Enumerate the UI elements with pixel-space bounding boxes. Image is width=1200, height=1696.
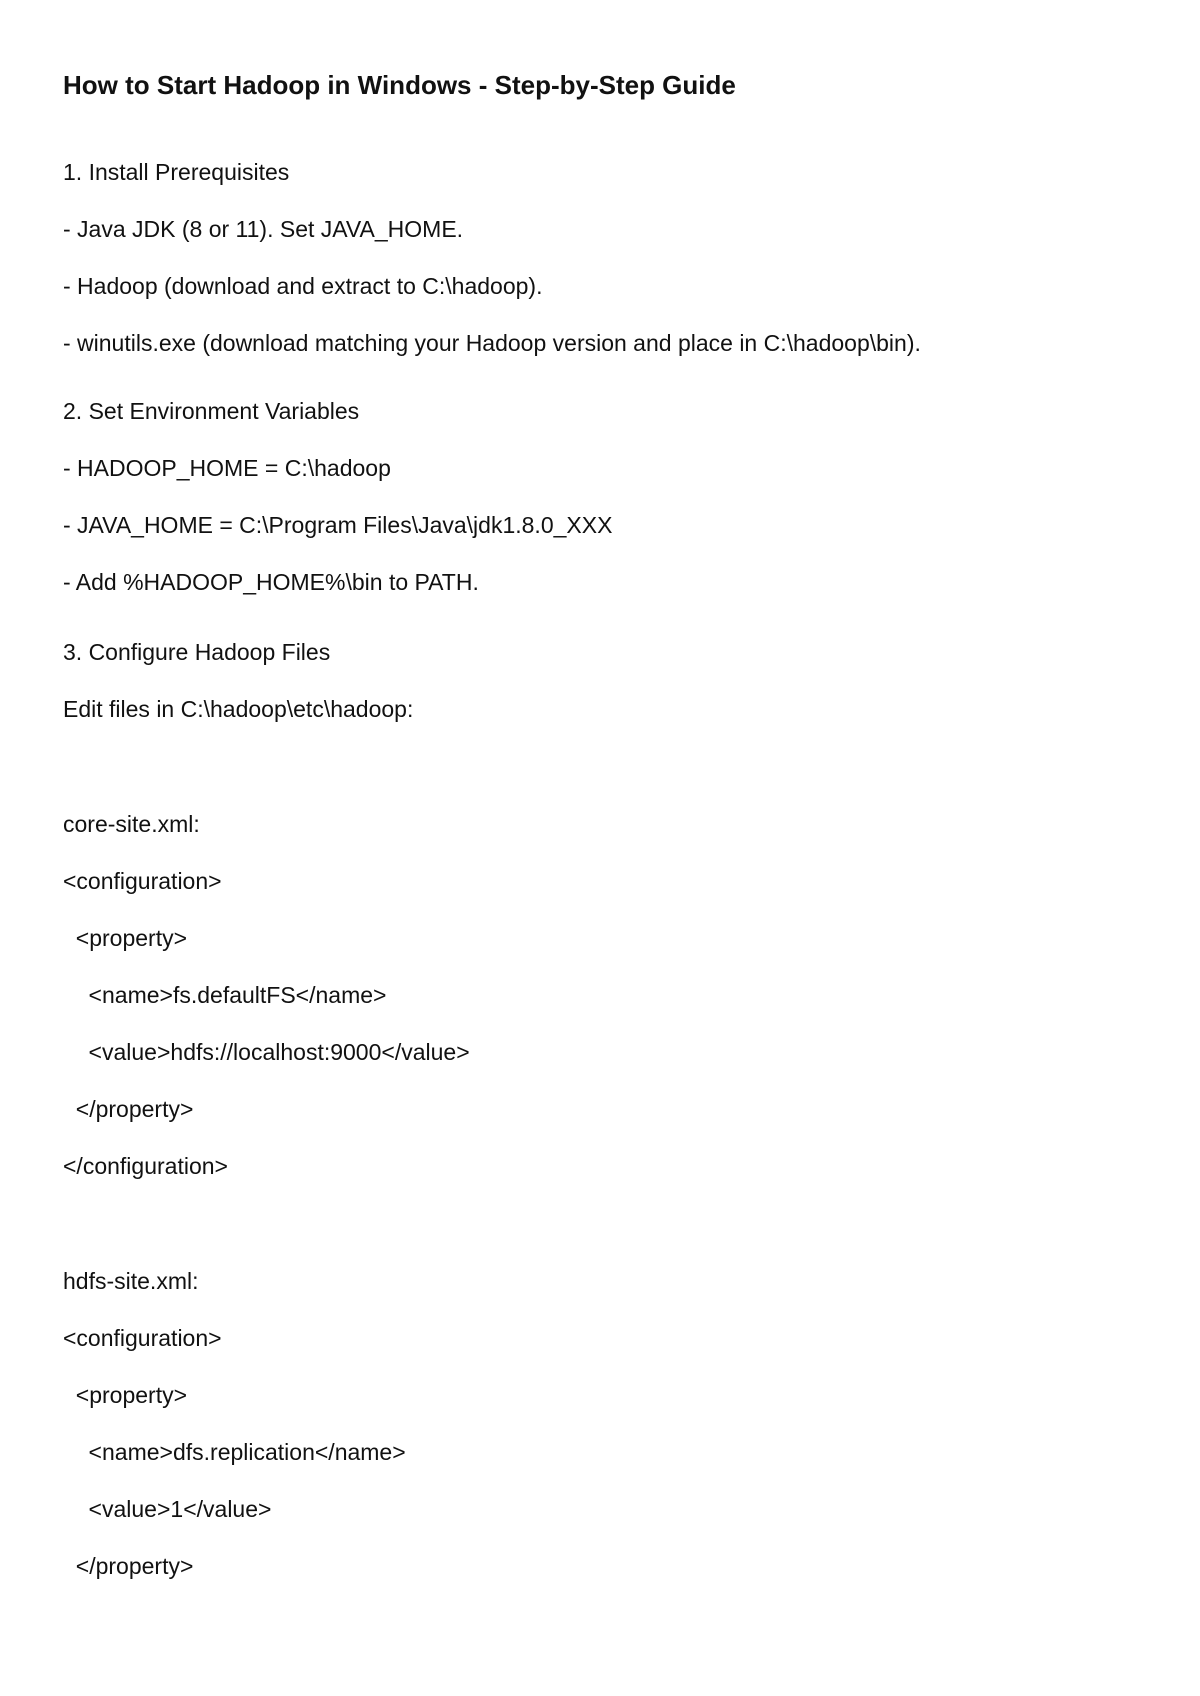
code-line: <property> bbox=[63, 1382, 188, 1408]
text-line: - Hadoop (download and extract to C:\hadoop). bbox=[63, 273, 543, 299]
code-line: </property> bbox=[63, 1553, 194, 1579]
code-line: <name>dfs.replication</name> bbox=[63, 1439, 406, 1465]
code-line: <value>hdfs://localhost:9000</value> bbox=[63, 1039, 470, 1065]
page-title: How to Start Hadoop in Windows - Step-by-Step Guide bbox=[63, 70, 736, 100]
code-line: <configuration> bbox=[63, 1325, 222, 1351]
text-line: - Add %HADOOP_HOME%\bin to PATH. bbox=[63, 569, 479, 595]
section-heading-configure: 3. Configure Hadoop Files bbox=[63, 639, 331, 665]
code-line: <property> bbox=[63, 925, 188, 951]
code-line: <configuration> bbox=[63, 868, 222, 894]
text-line: - Java JDK (8 or 11). Set JAVA_HOME. bbox=[63, 216, 464, 242]
code-line: </property> bbox=[63, 1096, 194, 1122]
text-line: - HADOOP_HOME = C:\hadoop bbox=[63, 455, 391, 481]
section-heading-install: 1. Install Prerequisites bbox=[63, 159, 290, 185]
text-line: Edit files in C:\hadoop\etc\hadoop: bbox=[63, 696, 414, 722]
file-label-hdfs-site: hdfs-site.xml: bbox=[63, 1268, 199, 1294]
text-line: - JAVA_HOME = C:\Program Files\Java\jdk1.8.0_XXX bbox=[63, 512, 613, 538]
code-line: </configuration> bbox=[63, 1153, 228, 1179]
section-heading-env-vars: 2. Set Environment Variables bbox=[63, 398, 360, 424]
code-line: <value>1</value> bbox=[63, 1496, 272, 1522]
code-line: <name>fs.defaultFS</name> bbox=[63, 982, 387, 1008]
file-label-core-site: core-site.xml: bbox=[63, 811, 200, 837]
text-line: - winutils.exe (download matching your Hadoop version and place in C:\hadoop\bin). bbox=[63, 330, 921, 356]
